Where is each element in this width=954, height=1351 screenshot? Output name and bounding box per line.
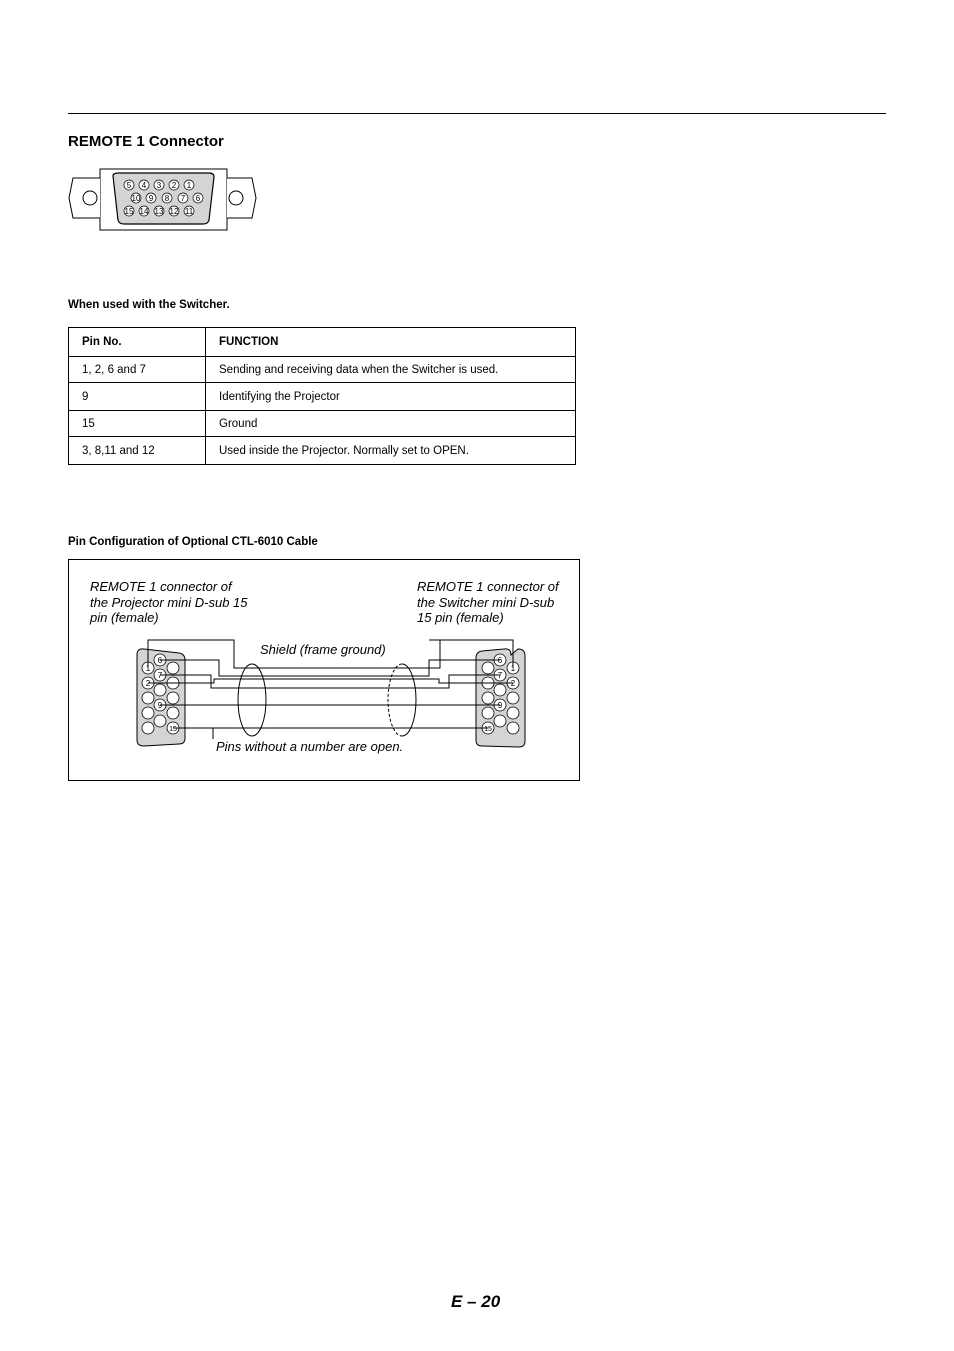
pin-cell: 1, 2, 6 and 7	[69, 357, 206, 383]
table-row	[69, 411, 576, 437]
left-pin-label: 7	[157, 671, 163, 680]
shield-label: Shield (frame ground)	[260, 642, 386, 657]
pin-label: 10	[131, 194, 141, 203]
table-row	[69, 437, 576, 465]
pin-label: 7	[180, 194, 186, 203]
pin-label: 8	[164, 194, 170, 203]
top-rule	[68, 113, 886, 114]
pin-label: 14	[139, 207, 149, 216]
left-pin-label: 9	[157, 701, 163, 710]
switcher-table-heading: When used with the Switcher.	[68, 299, 230, 311]
pin-label: 15	[124, 207, 134, 216]
pin-label: 4	[141, 181, 147, 190]
open-pins-note: Pins without a number are open.	[216, 739, 404, 754]
pin-cell: 15	[69, 411, 206, 437]
pin-cell: 9	[69, 383, 206, 411]
section-title: REMOTE 1 Connector	[68, 133, 224, 150]
cable-heading: Pin Configuration of Optional CTL-6010 Cable	[68, 536, 318, 548]
shield-ellipse-right	[402, 664, 416, 736]
pin-label: 6	[195, 194, 201, 203]
pin-label: 11	[184, 207, 194, 216]
left-pin-label: 6	[157, 656, 163, 665]
right-pin-label: 9	[497, 701, 503, 710]
function-cell: Ground	[206, 411, 576, 437]
wire-pin2	[148, 679, 513, 683]
right-pin-label: 7	[497, 671, 503, 680]
column-header-function: FUNCTION	[206, 328, 576, 357]
pin-label: 5	[126, 181, 132, 190]
left-pin-label: 2	[145, 679, 151, 688]
pin-label: 1	[186, 181, 192, 190]
wire-pin7	[160, 675, 500, 688]
shield-ellipse-right-dashed	[388, 664, 402, 736]
column-header-pin: Pin No.	[69, 328, 206, 357]
shield-ellipse-left	[238, 664, 266, 736]
pin-label: 12	[169, 207, 179, 216]
pin-label: 9	[148, 194, 154, 203]
pin-label: 2	[171, 181, 177, 190]
table-header-row	[69, 328, 576, 357]
left-pin-label: 15	[169, 726, 177, 733]
right-pin-label: 15	[484, 726, 492, 733]
table-row	[69, 383, 576, 411]
function-cell: Used inside the Projector. Normally set to OPEN.	[206, 437, 576, 465]
cable-pin-diagram	[68, 559, 580, 781]
right-pin-label: 6	[497, 656, 503, 665]
pin-function-table	[68, 327, 576, 465]
function-cell: Sending and receiving data when the Switcher is used.	[206, 357, 576, 383]
right-pin-label: 1	[510, 664, 516, 673]
pin-label: 3	[156, 181, 162, 190]
table-row	[69, 357, 576, 383]
pin-label: 13	[154, 207, 164, 216]
page-number: E – 20	[451, 1292, 501, 1311]
function-cell: Identifying the Projector	[206, 383, 576, 411]
left-connector-label: REMOTE 1 connector of the Projector mini D-sub 15 pin (female)	[90, 579, 248, 625]
pin-cell: 3, 8,11 and 12	[69, 437, 206, 465]
left-pin-label: 1	[145, 664, 151, 673]
right-pin-label: 2	[510, 679, 516, 688]
remote1-connector-diagram	[68, 168, 258, 232]
right-connector-label: REMOTE 1 connector of the Switcher mini D-sub 15 pin (female)	[417, 579, 559, 625]
